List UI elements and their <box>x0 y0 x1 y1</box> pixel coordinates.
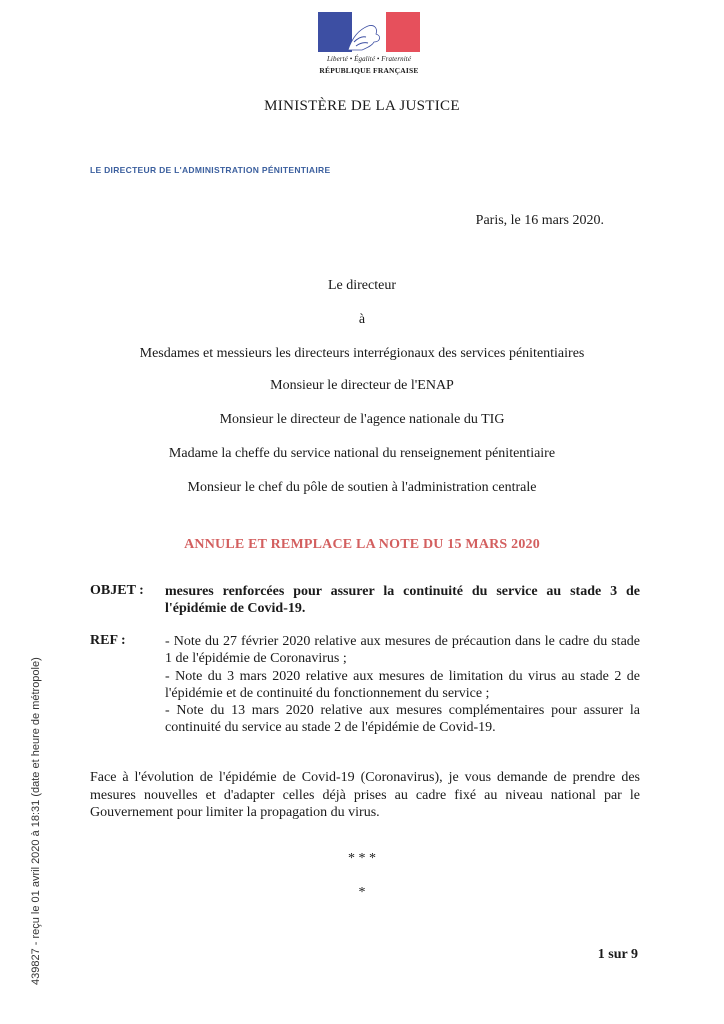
marianne-logo <box>316 12 422 80</box>
recipient-3: Monsieur le directeur de l'agence nationale du TIG <box>219 412 505 427</box>
director-heading: LE DIRECTEUR DE L'ADMINISTRATION PÉNITENTIAIRE <box>90 165 331 175</box>
republic-motto: Liberté • Égalité • Fraternité <box>326 55 412 63</box>
ref-item: - Note du 13 mars 2020 relative aux mesures complémentaires pour assurer la continuité du service au stade 2 de l'épidémie de Covid-19. <box>165 703 640 736</box>
ref-item: - Note du 3 mars 2020 relative aux mesures de limitation du virus au stade 2 de l'épidémie et de continuité du fonctionnement du service ; <box>165 668 640 701</box>
annule-notice: ANNULE ET REMPLACE LA NOTE DU 15 MARS 2020 <box>184 537 540 552</box>
french-flag-icon <box>318 12 420 52</box>
recipient-1: Mesdames et messieurs les directeurs interrégionaux des services pénitentiaires <box>139 346 585 361</box>
separator-star: * <box>358 885 366 900</box>
to-word: à <box>358 312 366 327</box>
recipient-5: Monsieur le chef du pôle de soutien à l'administration centrale <box>187 480 537 495</box>
objet-label: OBJET : <box>90 583 144 598</box>
ref-item: - Note du 27 février 2020 relative aux mesures de précaution dans le cadre du stade 1 de l'épidémie de Coronavirus ; <box>165 634 640 667</box>
objet-text: mesures renforcées pour assurer la continuité du service au stade 3 de l'épidémie de Covid-19. <box>165 584 640 616</box>
ref-list <box>165 633 640 737</box>
document-date: Paris, le 16 mars 2020. <box>475 213 604 228</box>
sender: Le directeur <box>327 278 396 293</box>
ref-label: REF : <box>90 633 126 648</box>
recipient-2: Monsieur le directeur de l'ENAP <box>270 378 454 393</box>
body-paragraph: Face à l'évolution de l'épidémie de Covid-19 (Coronavirus), je vous demande de prendre des mesures nouvelles et d'adapter celles déjà prises au cadre fixé au niveau national par le Gouvernement pour limiter la propagation du virus. <box>90 770 640 820</box>
page-number: 1 sur 9 <box>597 947 638 962</box>
reception-stamp: 439827 - reçu le 01 avril 2020 à 18:31 (date et heure de métropole) <box>30 657 42 985</box>
separator-stars: * * * <box>348 851 376 866</box>
republic-name: RÉPUBLIQUE FRANÇAISE <box>319 66 419 75</box>
recipient-4: Madame la cheffe du service national du renseignement pénitentiaire <box>168 446 556 461</box>
ministry-title: MINISTÈRE DE LA JUSTICE <box>264 98 460 114</box>
